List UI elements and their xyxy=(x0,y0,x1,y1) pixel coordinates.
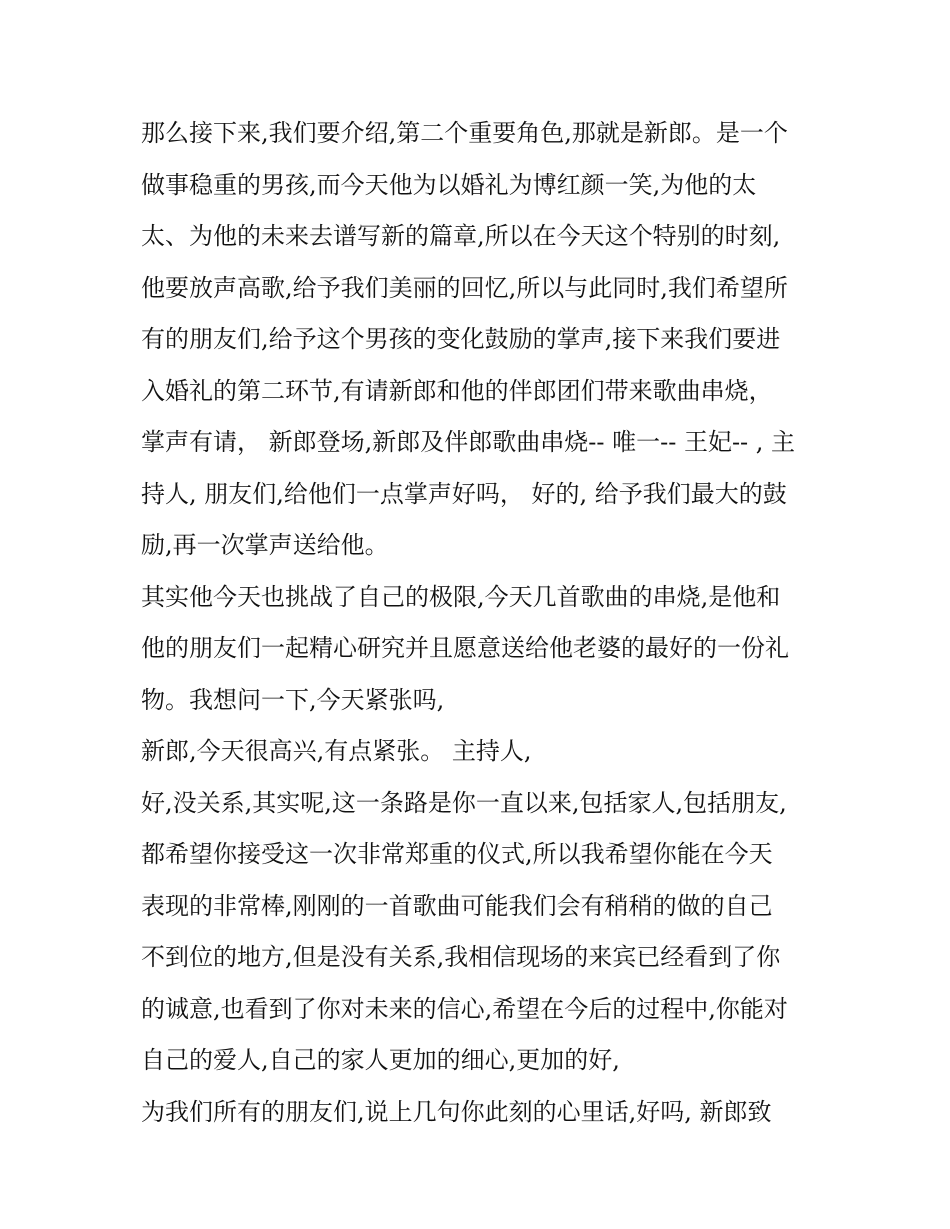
text-line: 太、为他的未来去谱写新的篇章,所以在今天这个特别的时刻, xyxy=(141,222,781,250)
text-line: 那么接下来,我们要介绍,第二个重要角色,那就是新郎。是一个 xyxy=(141,119,788,147)
text-line: 为我们所有的朋友们,说上几句你此刻的心里话,好吗, 新郎致 xyxy=(141,1097,772,1126)
text-line: 他的朋友们一起精心研究并且愿意送给他老婆的最好的一份礼 xyxy=(141,634,789,662)
text-line: 有的朋友们,给予这个男孩的变化鼓励的掌声,接下来我们要进 xyxy=(141,325,781,353)
text-line: 持人, 朋友们,给他们一点掌声好吗， 好的, 给予我们最大的鼓 xyxy=(141,479,787,508)
text-line: 好,没关系,其实呢,这一条路是你一直以来,包括家人,包括朋友, xyxy=(141,788,787,817)
text-line: 都希望你接受这一次非常郑重的仪式,所以我希望你能在今天 xyxy=(141,840,773,868)
text-line: 他要放声高歌,给予我们美丽的回忆,所以与此同时,我们希望所 xyxy=(141,273,788,302)
text-line: 不到位的地方,但是没有关系,我相信现场的来宾已经看到了你 xyxy=(141,943,781,971)
text-line: 励,再一次掌声送给他。 xyxy=(141,531,389,559)
text-line: 掌声有请， 新郎登场,新郎及伴郎歌曲串烧-- 唯一-- 王妃-- , 主 xyxy=(141,428,796,456)
text-line: 的诚意,也看到了你对未来的信心,希望在今后的过程中,你能对 xyxy=(141,994,788,1023)
text-line: 新郎,今天很高兴,有点紧张。 主持人, xyxy=(141,737,532,765)
text-line: 做事稳重的男孩,而今天他为以婚礼为博红颜一笑,为他的太 xyxy=(141,170,757,199)
text-line: 表现的非常棒,刚刚的一首歌曲可能我们会有稍稍的做的自己 xyxy=(141,891,773,920)
body-text xyxy=(141,108,821,1138)
text-line: 自己的爱人,自己的家人更加的细心,更加的好, xyxy=(141,1046,620,1074)
text-line: 入婚礼的第二环节,有请新郎和他的伴郎团们带来歌曲串烧， xyxy=(141,376,773,405)
text-line: 物。我想问一下,今天紧张吗, xyxy=(141,685,445,714)
text-line: 其实他今天也挑战了自己的极限,今天几首歌曲的串烧,是他和 xyxy=(141,582,781,611)
